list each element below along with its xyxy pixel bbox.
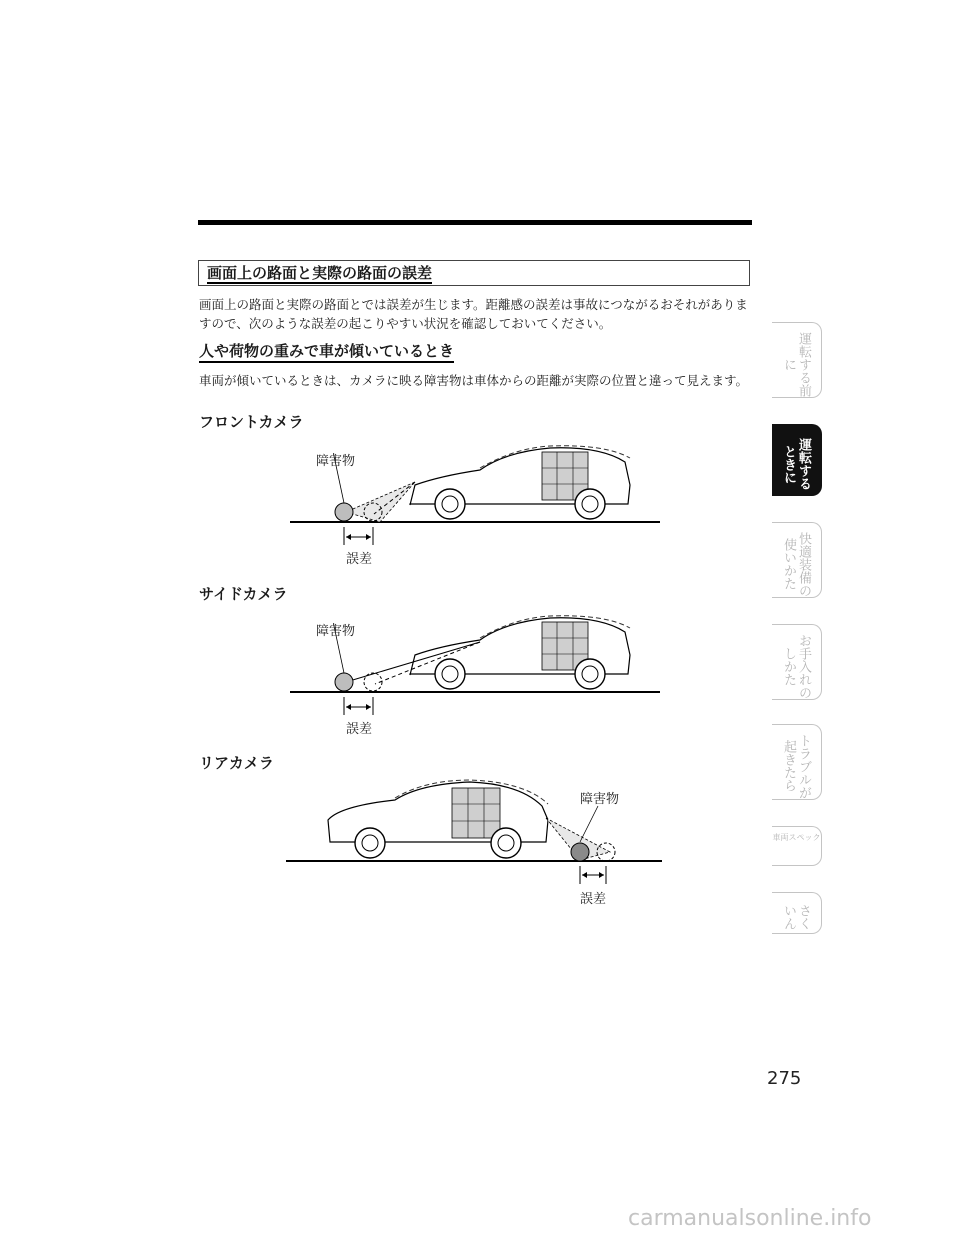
front-camera-figure — [280, 440, 670, 570]
tab-label: 運転する前に — [781, 331, 811, 397]
tab-label: お手入れのしかた — [781, 633, 811, 699]
side-obstacle-label: 障害物 — [316, 624, 356, 639]
rear-error-label: 誤差 — [580, 892, 607, 907]
watermark: carmanualsonline.info — [628, 1206, 872, 1231]
tab-maintenance[interactable] — [772, 624, 822, 700]
tab-troubleshooting[interactable] — [772, 724, 822, 800]
tab-while-driving[interactable] — [772, 424, 822, 496]
front-error-label: 誤差 — [346, 552, 373, 567]
page-number: 275 — [767, 1068, 802, 1089]
side-camera-heading: サイドカメラ — [199, 585, 288, 603]
rear-obstacle-label: 障害物 — [580, 792, 620, 807]
side-error-label: 誤差 — [346, 722, 373, 737]
subsection-text: 車両が傾いているときは、カメラに映る障害物は車体からの距離が実際の位置と違って見えます。 — [199, 373, 749, 388]
section-header-box — [198, 260, 750, 286]
top-rule — [198, 220, 752, 225]
side-camera-figure — [280, 610, 670, 740]
tab-label: 車両スペック — [772, 833, 821, 842]
tab-label: トラブルが起きたら — [781, 733, 811, 799]
front-obstacle-label: 障害物 — [316, 454, 356, 469]
intro-paragraph: 画面上の路面と実際の路面とでは誤差が生じます。距離感の誤差は事故につながるおそれがありますので、次のような誤差の起こりやすい状況を確認しておいてください。 — [199, 297, 748, 331]
tab-index[interactable] — [772, 892, 822, 934]
rear-camera-heading: リアカメラ — [199, 754, 274, 772]
tab-label: 快適装備の使いかた — [781, 531, 811, 597]
tab-label: さくいん — [781, 904, 811, 930]
section-title: 画面上の路面と実際の路面の誤差 — [207, 264, 433, 282]
tab-before-driving[interactable] — [772, 322, 822, 398]
tab-label: 運転するときに — [781, 438, 811, 490]
subsection-title: 人や荷物の重みで車が傾いているとき — [199, 341, 454, 363]
front-camera-heading: フロントカメラ — [199, 413, 304, 431]
rear-camera-figure — [280, 776, 670, 911]
tab-comfort-equipment[interactable] — [772, 522, 822, 598]
tab-vehicle-specs[interactable] — [772, 826, 822, 866]
